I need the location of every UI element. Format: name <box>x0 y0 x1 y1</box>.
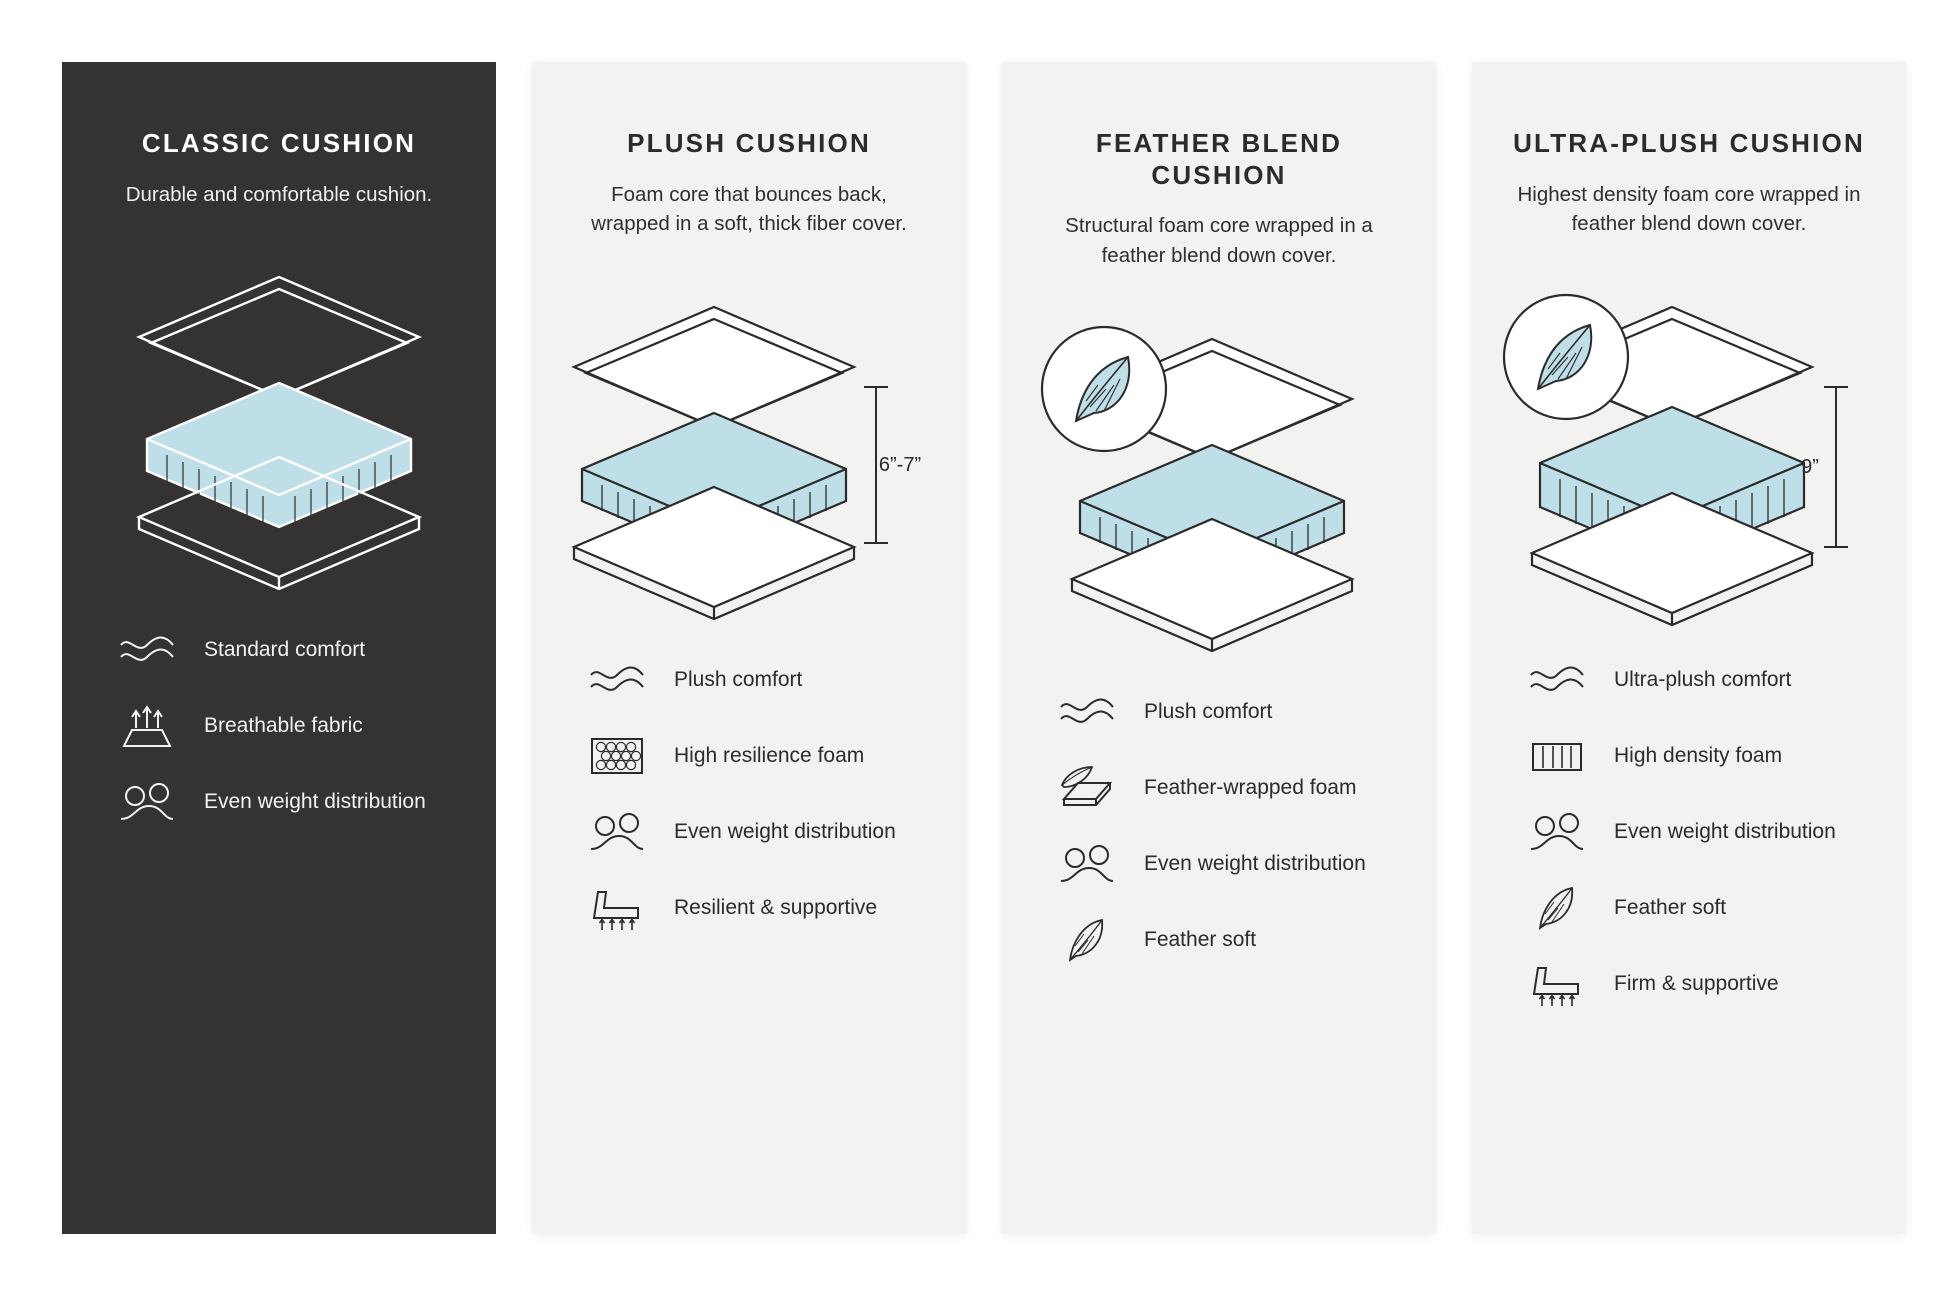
feather-badge <box>1042 327 1166 451</box>
wave-icon <box>1526 655 1588 705</box>
foam-core-layer <box>147 383 411 527</box>
feature-label: Standard comfort <box>204 638 366 662</box>
feature-label: High density foam <box>1614 744 1783 768</box>
even-weight-icon <box>586 807 648 857</box>
dense-foam-icon <box>1526 731 1588 781</box>
feature-label: Breathable fabric <box>204 714 363 738</box>
wave-icon <box>586 655 648 705</box>
feature-label: Even weight distribution <box>1614 820 1836 844</box>
feature-list <box>1506 655 1872 1009</box>
feature-item <box>586 807 932 857</box>
dimension-label: 6”-7” <box>878 454 922 477</box>
feature-item <box>1526 655 1872 705</box>
feature-label: Even weight distribution <box>674 820 896 844</box>
card-description: Durable and comfortable cushion. <box>125 182 433 206</box>
feature-item <box>116 701 462 751</box>
feather-badge <box>1504 295 1628 419</box>
breathable-fabric-icon <box>116 701 178 751</box>
feature-item <box>1526 883 1872 933</box>
card-title: CLASSIC CUSHION <box>141 128 417 158</box>
feature-label: Firm & supportive <box>1614 972 1779 996</box>
feature-label: Plush comfort <box>674 668 803 692</box>
feature-label: Even weight distribution <box>1144 851 1366 875</box>
exploded-cushion-illustration <box>1034 327 1404 627</box>
card-feather-blend-cushion <box>1002 62 1436 1234</box>
card-title: PLUSH CUSHION <box>627 128 871 158</box>
even-weight-icon <box>1526 807 1588 857</box>
dimension-label: 9” <box>1801 456 1819 479</box>
card-description: Structural foam core wrapped in a feather blend down cover. <box>1065 214 1373 268</box>
feature-item <box>1526 807 1872 857</box>
even-weight-icon <box>116 777 178 827</box>
supportive-seat-icon <box>586 883 648 933</box>
feature-item <box>1056 915 1402 965</box>
exploded-cushion-illustration <box>1504 295 1874 595</box>
feature-item <box>1526 959 1872 1009</box>
card-classic-cushion <box>62 62 496 1234</box>
feature-item <box>586 655 932 705</box>
cushion-diagram-feather-blend <box>1036 297 1402 657</box>
feature-label: Feather-wrapped foam <box>1144 775 1357 799</box>
cushion-diagram-ultra-plush <box>1506 265 1872 625</box>
card-title: FEATHER BLEND CUSHION <box>1095 128 1343 190</box>
feature-label: Ultra-plush comfort <box>1614 668 1792 692</box>
card-title: ULTRA-PLUSH CUSHION <box>1513 128 1865 158</box>
feather-icon <box>1056 915 1118 965</box>
feature-item <box>1056 763 1402 813</box>
feature-list <box>566 655 932 933</box>
feather-icon <box>1526 883 1588 933</box>
feature-label: Feather soft <box>1144 927 1257 951</box>
card-description: Highest density foam core wrapped in feather blend down cover. <box>1517 182 1861 236</box>
honeycomb-foam-icon <box>586 731 648 781</box>
feature-item <box>116 625 462 675</box>
feature-item <box>1056 687 1402 737</box>
card-description: Foam core that bounces back, wrapped in a soft, thick fiber cover. <box>591 182 907 236</box>
feature-item <box>1526 731 1872 781</box>
cushion-diagram-classic <box>96 235 462 595</box>
feature-list <box>96 625 462 827</box>
dimension-marker <box>864 387 921 543</box>
wave-icon <box>1056 687 1118 737</box>
even-weight-icon <box>1056 839 1118 889</box>
card-plush-cushion <box>532 62 966 1234</box>
top-cover-layer <box>574 307 854 427</box>
supportive-seat-icon <box>1526 959 1588 1009</box>
dimension-marker <box>1801 387 1848 547</box>
feather-wrapped-foam-icon <box>1056 763 1118 813</box>
exploded-cushion-illustration <box>119 265 439 565</box>
wave-icon <box>116 625 178 675</box>
feature-label: Even weight distribution <box>204 790 426 814</box>
feature-item <box>586 883 932 933</box>
feature-item <box>1056 839 1402 889</box>
card-ultra-plush-cushion <box>1472 62 1906 1234</box>
top-cover-layer <box>139 277 419 397</box>
feature-item <box>116 777 462 827</box>
exploded-cushion-illustration <box>564 295 934 595</box>
feature-label: Resilient & supportive <box>674 896 878 920</box>
feature-label: Feather soft <box>1614 896 1727 920</box>
feature-item <box>586 731 932 781</box>
cushion-diagram-plush <box>566 265 932 625</box>
feature-list <box>1036 687 1402 965</box>
feature-label: Plush comfort <box>1144 699 1273 723</box>
feature-label: High resilience foam <box>674 744 865 768</box>
